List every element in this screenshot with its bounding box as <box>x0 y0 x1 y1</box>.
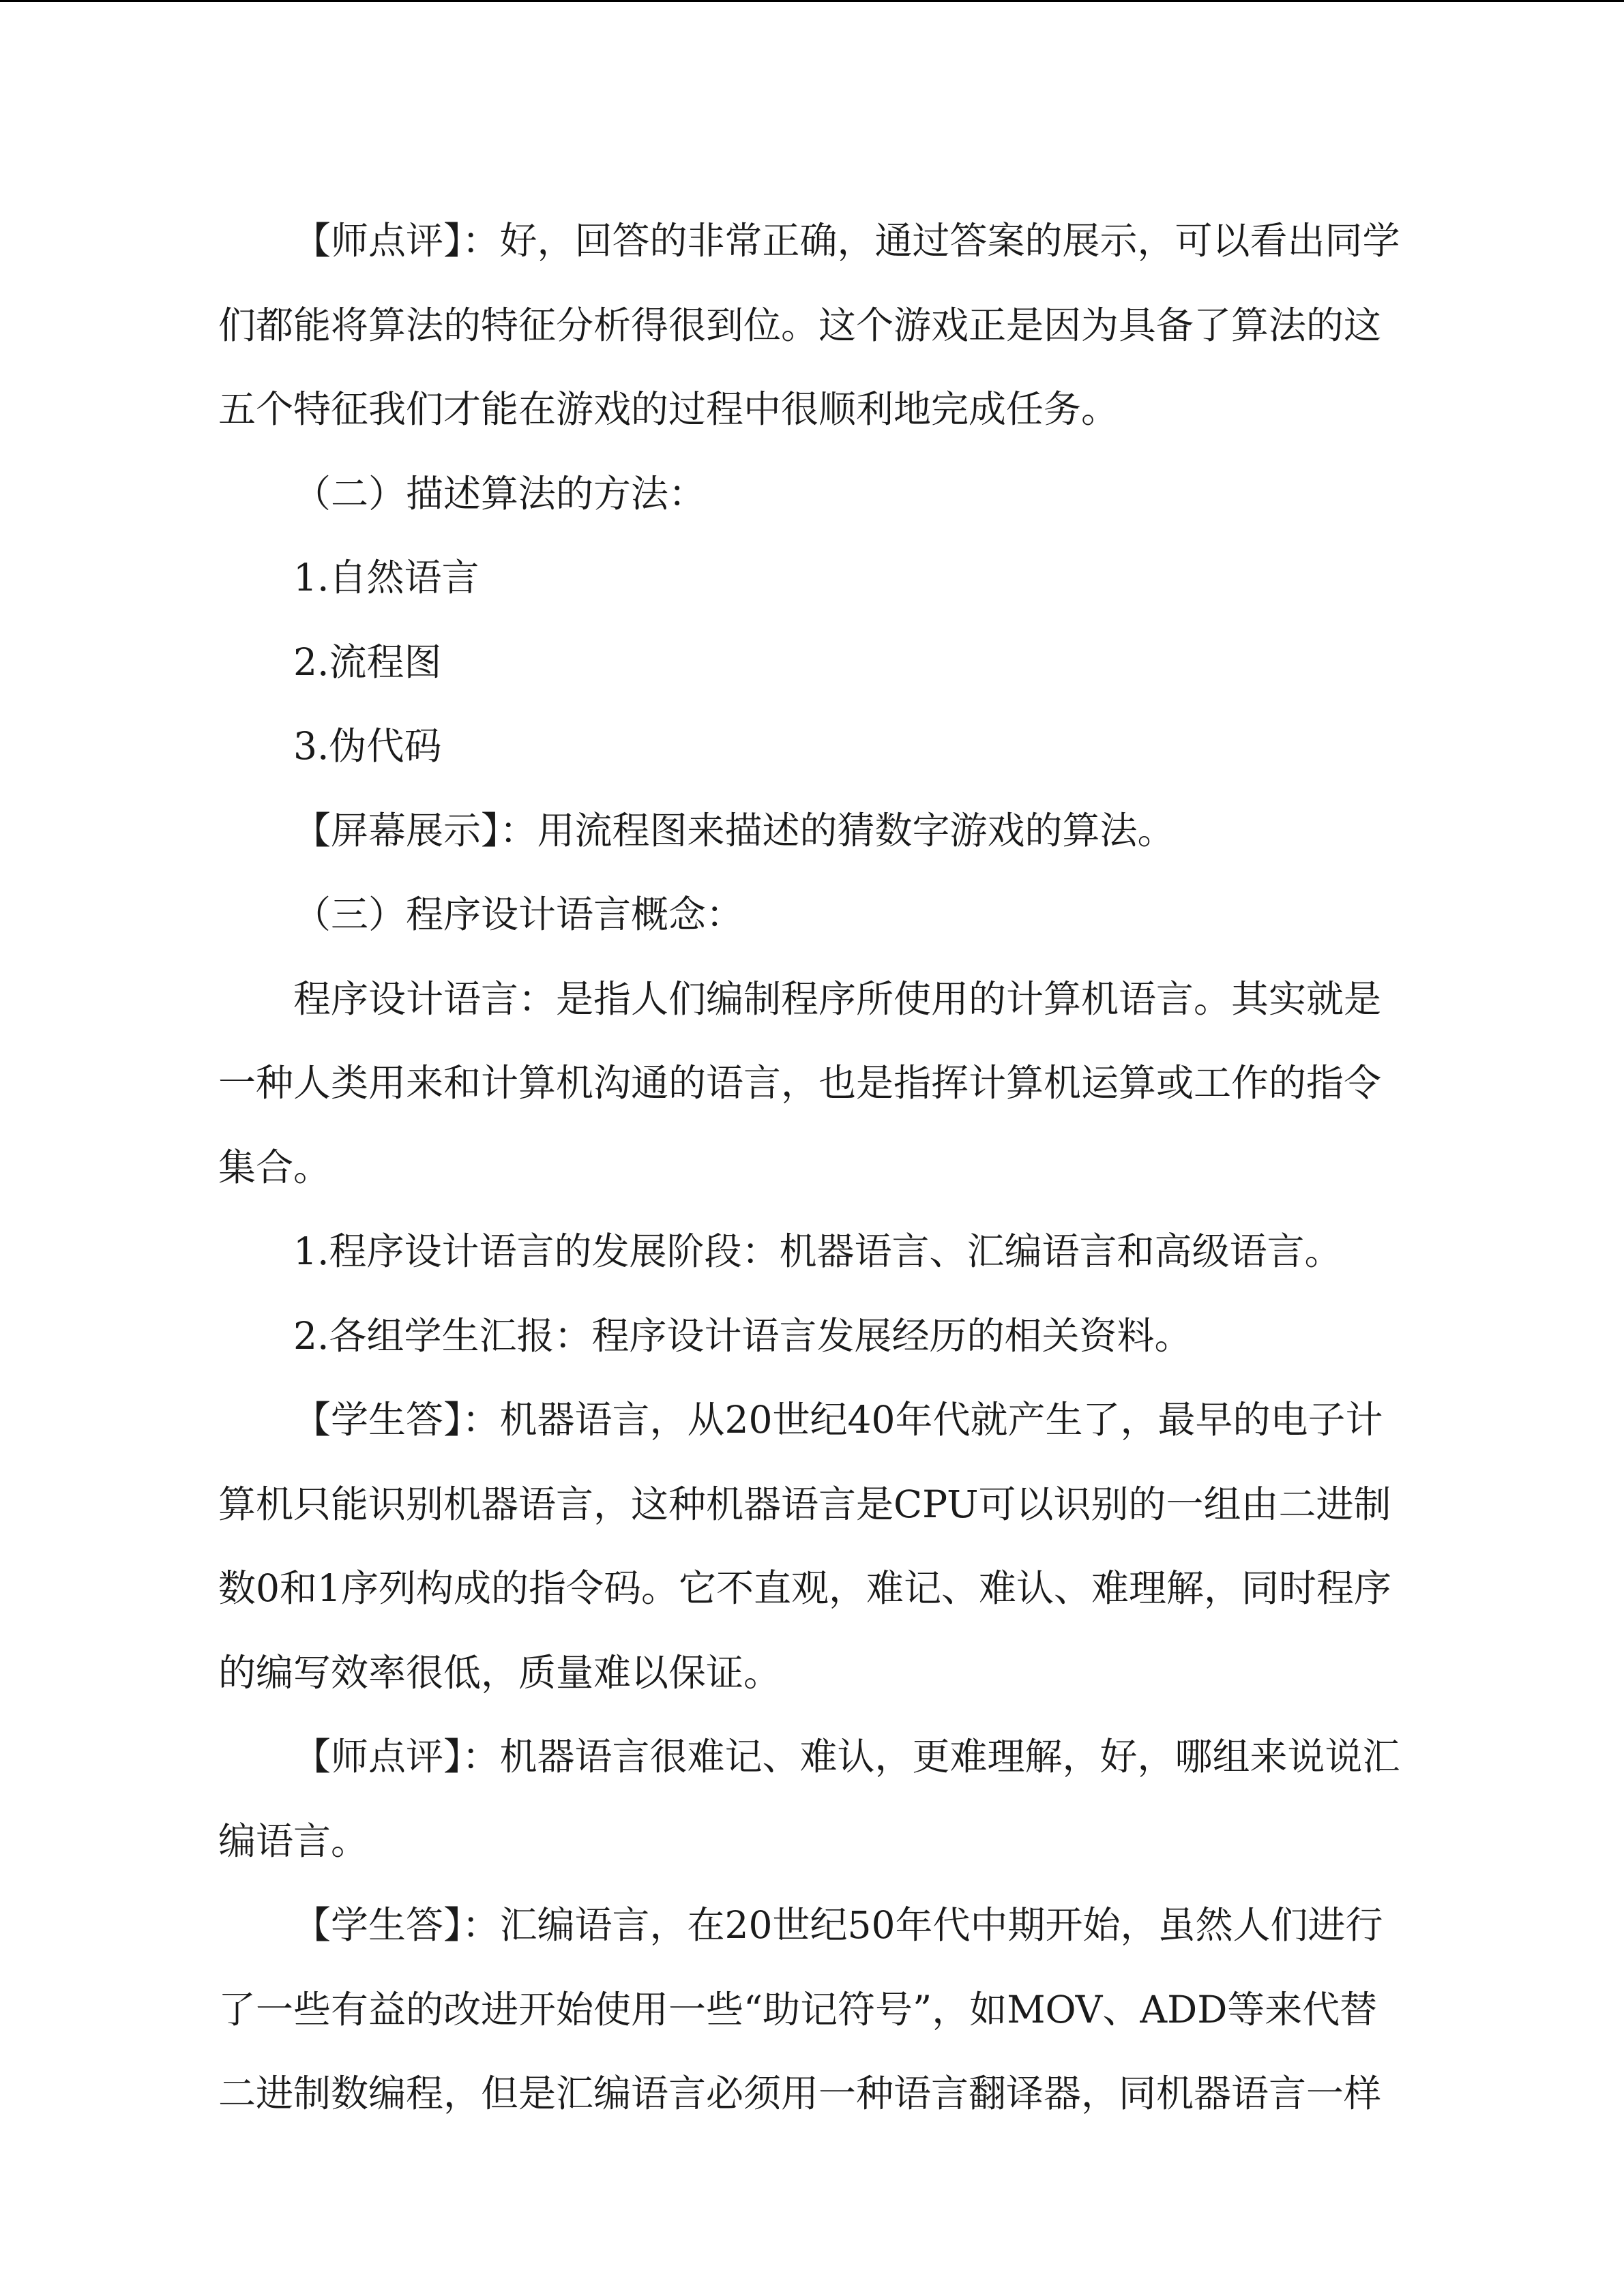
list-item-natural-language: 1.自然语言 <box>293 556 479 599</box>
paragraph-section-programming-language: （三）程序设计语言概念： <box>293 893 744 936</box>
paragraph-teacher-comment-machine-language: 【师点评】：机器语言很难记、难认，更难理解，好，哪组来说说汇编语言。 <box>218 1735 1400 1863</box>
list-item-flowchart: 2.流程图 <box>293 640 442 684</box>
paragraph-section-describe-algorithm: （二）描述算法的方法： <box>293 471 707 516</box>
document-body <box>218 199 1402 2136</box>
top-border-line <box>0 0 1624 2</box>
paragraph-programming-language-definition: 程序设计语言：是指人们编制程序所使用的计算机语言。其实就是一种人类用来和计算机沟通的语言，也是指挥计算机运算或工作的指令集合。 <box>218 976 1382 1189</box>
list-item-development-stages: 1.程序设计语言的发展阶段：机器语言、汇编语言和高级语言。 <box>293 1229 1342 1273</box>
paragraph-screen-display: 【屏幕展示】：用流程图来描述的猜数字游戏的算法。 <box>293 808 1175 852</box>
paragraph-teacher-comment-algorithm: 【师点评】：好，回答的非常正确，通过答案的展示，可以看出同学们都能将算法的特征分析得很到位。这个游戏正是因为具备了算法的这五个特征我们才能在游戏的过程中很顺利地完成任务。 <box>218 219 1400 431</box>
paragraph-student-answer-assembly-language: 【学生答】：汇编语言，在20世纪50年代中期开始，虽然人们进行了一些有益的改进开始使用一些“助记符号”，如MOV、ADD等来代替二进制数编程，但是汇编语言必须用一种语言翻译器，同机器语言一样 <box>218 1903 1383 2115</box>
list-item-group-report: 2.各组学生汇报：程序设计语言发展经历的相关资料。 <box>293 1313 1192 1358</box>
paragraph-student-answer-machine-language: 【学生答】：机器语言，从20世纪40年代就产生了，最早的电子计算机只能识别机器语言，这种机器语言是CPU可以识别的一组由二进制数0和1序列构成的指令码。它不直观，难记、难认、难理解，同时程序的编写效率很低，质量难以保证。 <box>218 1398 1391 1695</box>
list-item-pseudocode: 3.伪代码 <box>293 724 442 768</box>
